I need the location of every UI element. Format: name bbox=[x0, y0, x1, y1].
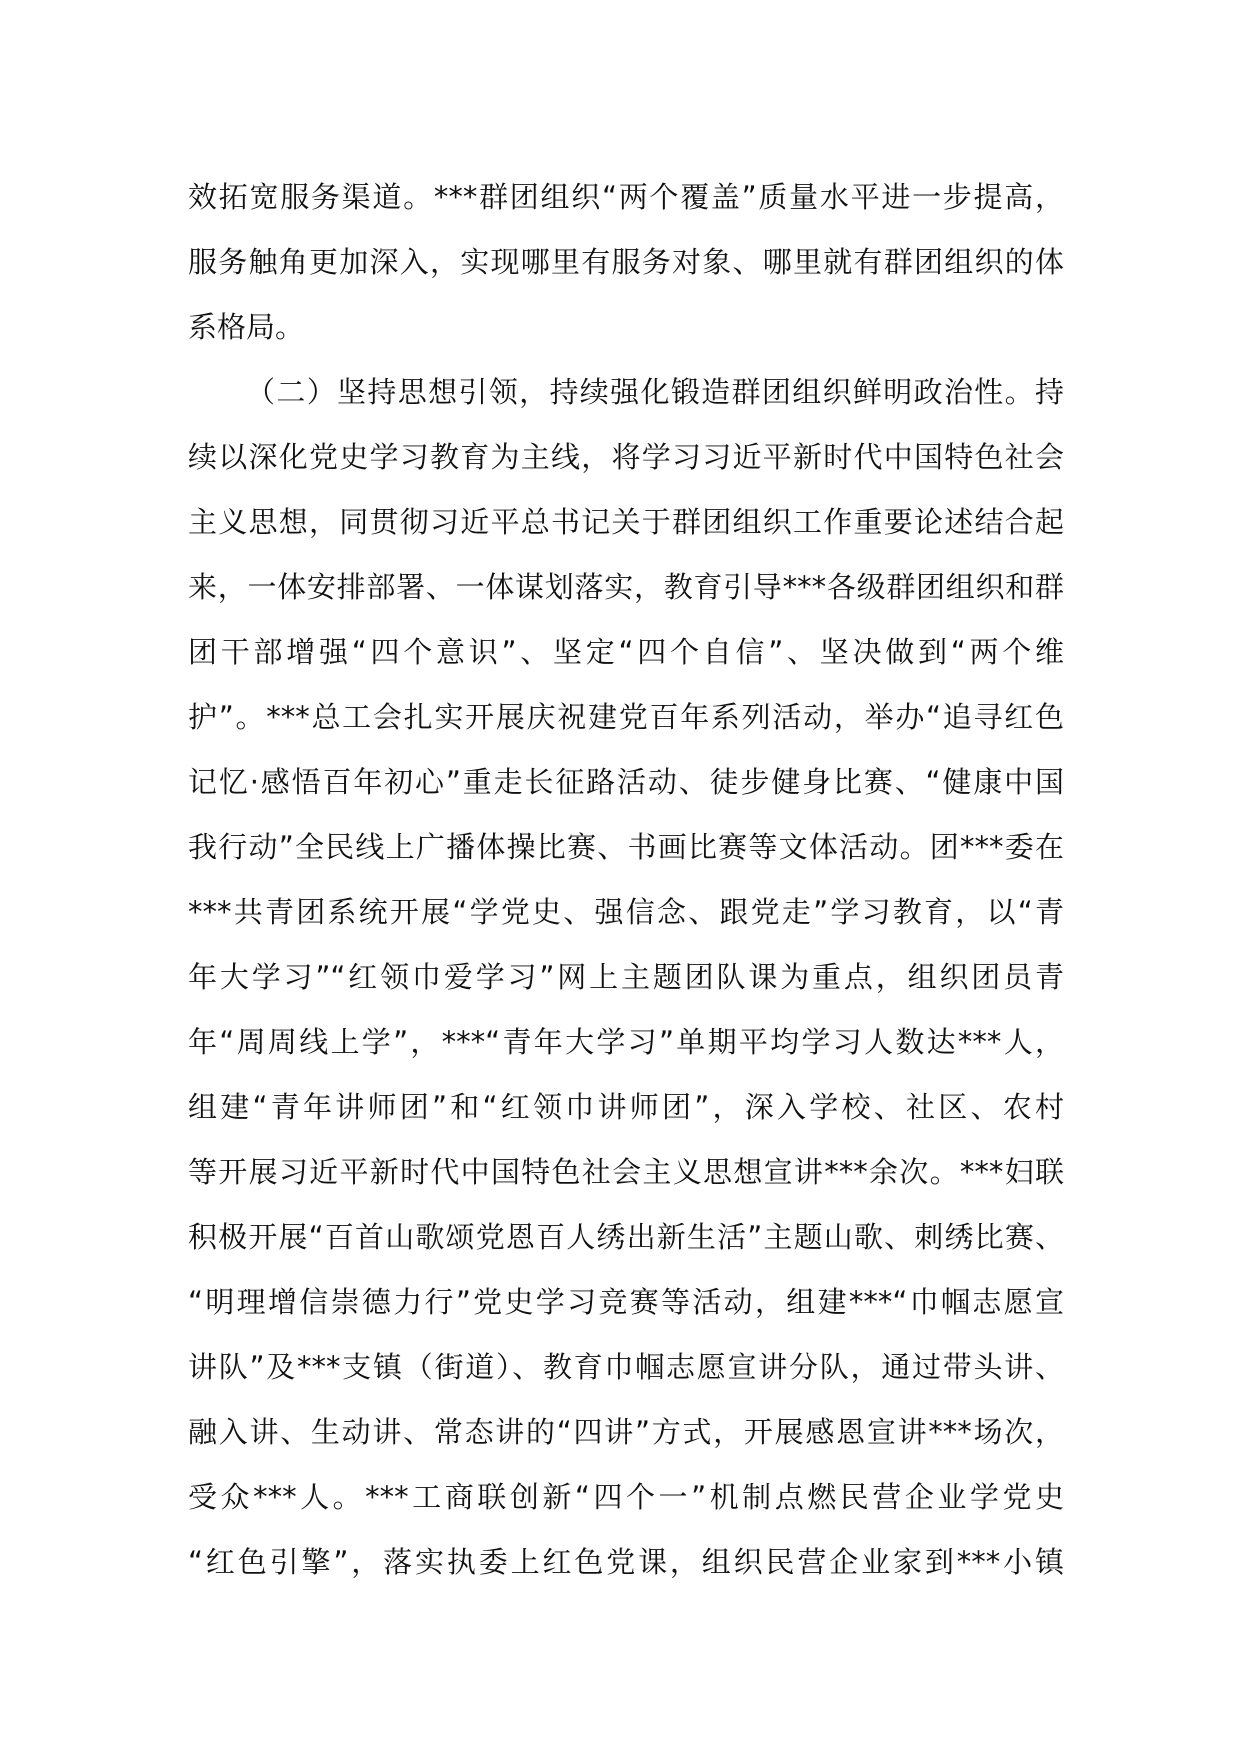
text-line: 团干部增强“四个意识”、坚定“四个自信”、坚决做到“两个维 bbox=[188, 635, 1064, 669]
text-line: 主义思想，同贯彻习近平总书记关于群团组织工作重要论述结合起 bbox=[188, 505, 1064, 539]
section-heading-line: （二）坚持思想引领，持续强化锻造群团组织鲜明政治性。持 bbox=[246, 375, 1064, 409]
text-line: 讲队”及***支镇（街道）、教育巾帼志愿宣讲分队，通过带头讲、 bbox=[188, 1350, 1064, 1384]
text-line: 年“周周线上学”，***“青年大学习”单期平均学习人数达***人， bbox=[188, 1025, 1064, 1059]
body-text bbox=[188, 165, 1064, 1595]
text-line: 系格局。 bbox=[188, 310, 305, 344]
text-line: 组建“青年讲师团”和“红领巾讲师团”，深入学校、社区、农村 bbox=[188, 1090, 1064, 1124]
text-line: 护”。***总工会扎实开展庆祝建党百年系列活动，举办“追寻红色 bbox=[188, 700, 1064, 734]
text-line: 我行动”全民线上广播体操比赛、书画比赛等文体活动。团***委在 bbox=[188, 830, 1064, 864]
text-line: 等开展习近平新时代中国特色社会主义思想宣讲***余次。***妇联 bbox=[188, 1155, 1064, 1189]
text-line: 受众***人。***工商联创新“四个一”机制点燃民营企业学党史 bbox=[188, 1480, 1064, 1514]
text-line: 服务触角更加深入，实现哪里有服务对象、哪里就有群团组织的体 bbox=[188, 245, 1064, 279]
text-line: 记忆·感悟百年初心”重走长征路活动、徒步健身比赛、“健康中国 bbox=[188, 765, 1064, 799]
text-line: 来，一体安排部署、一体谋划落实，教育引导***各级群团组织和群 bbox=[188, 570, 1064, 604]
text-line: 续以深化党史学习教育为主线，将学习习近平新时代中国特色社会 bbox=[188, 440, 1064, 474]
text-line: 效拓宽服务渠道。***群团组织“两个覆盖”质量水平进一步提高， bbox=[188, 180, 1064, 214]
text-line: “红色引擎”，落实执委上红色党课，组织民营企业家到***小镇 bbox=[188, 1545, 1064, 1579]
text-line: ***共青团系统开展“学党史、强信念、跟党走”学习教育，以“青 bbox=[188, 895, 1064, 929]
text-line: 年大学习”“红领巾爱学习”网上主题团队课为重点，组织团员青 bbox=[188, 960, 1064, 994]
text-line: “明理增信崇德力行”党史学习竞赛等活动，组建***“巾帼志愿宣 bbox=[188, 1285, 1064, 1319]
text-line: 融入讲、生动讲、常态讲的“四讲”方式，开展感恩宣讲***场次， bbox=[188, 1415, 1064, 1449]
text-line: 积极开展“百首山歌颂党恩百人绣出新生活”主题山歌、刺绣比赛、 bbox=[188, 1220, 1064, 1254]
